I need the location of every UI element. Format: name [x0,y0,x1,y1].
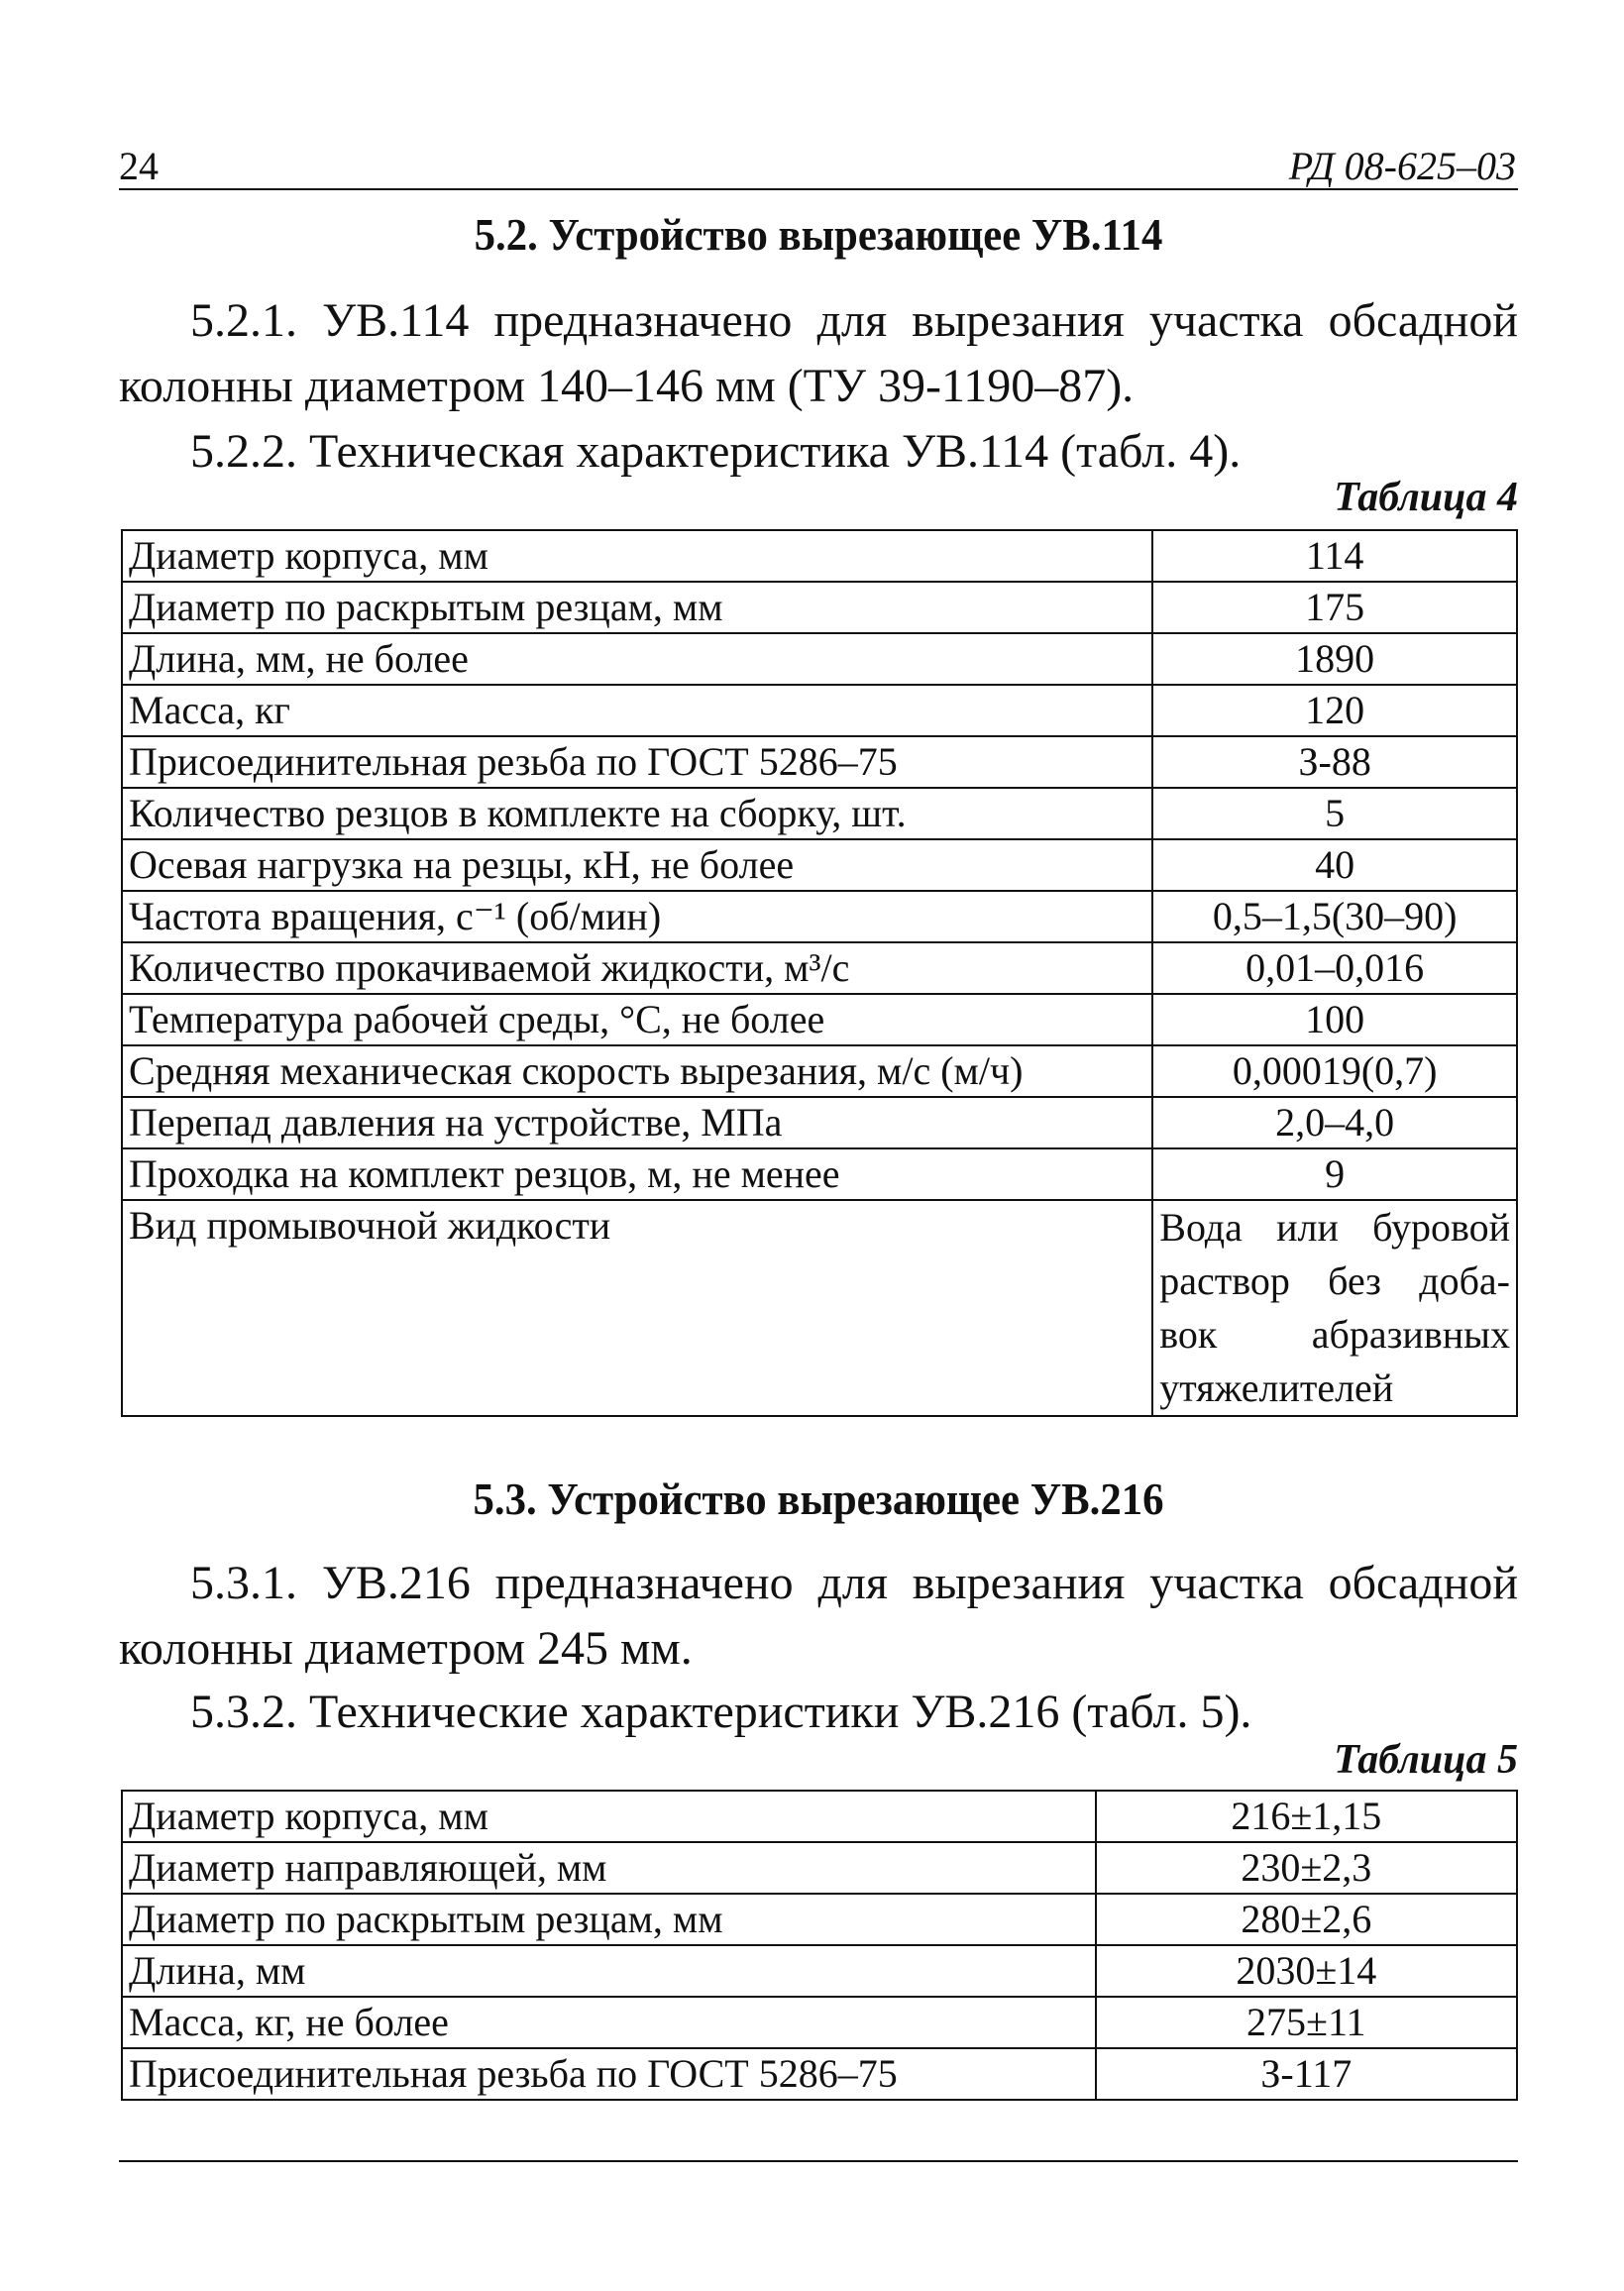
value-cell: 9 [1152,1148,1517,1200]
value-cell: 0,5–1,5(30–90) [1152,891,1517,942]
param-cell: Длина, мм, не более [122,633,1152,685]
param-cell: Проходка на комплект резцов, м, не менее [122,1148,1152,1200]
value-cell: 1890 [1152,633,1517,685]
paragraph-5-2-2: 5.2.2. Техническая характеристика УВ.114 (табл. 4). [190,425,1242,478]
value-cell: 40 [1152,839,1517,891]
value-cell: 0,01–0,016 [1152,942,1517,994]
value-cell-multiline [1152,1200,1517,1416]
page-number: 24 [119,144,159,188]
table-4-caption: Таблица 4 [1334,475,1518,520]
table-5-caption: Таблица 5 [1334,1737,1518,1783]
table-5-body [122,1791,1517,2100]
value-cell: 230±2,3 [1096,1842,1517,1894]
section-title-5-3: 5.3. Устройство вырезающее УВ.216 [473,1473,1164,1524]
value-cell: 114 [1152,530,1517,582]
table-row [122,685,1517,736]
table-4-body [122,530,1517,1416]
table-5 [121,1790,1518,2101]
param-cell: Диаметр по раскрытым резцам, мм [122,1894,1096,1945]
value-cell: 120 [1152,685,1517,736]
table-4 [121,529,1518,1417]
paragraph-5-3-2: 5.3.2. Технические характеристики УВ.216 (табл. 5). [190,1686,1252,1738]
param-cell: Осевая нагрузка на резцы, кН, не более [122,839,1152,891]
page-header [119,139,1518,190]
param-cell: Длина, мм [122,1945,1096,1997]
value-cell: 2030±14 [1096,1945,1517,1997]
param-cell: Присоединительная резьба по ГОСТ 5286–75 [122,2048,1096,2100]
value-cell: 2,0–4,0 [1152,1097,1517,1148]
param-cell: Количество резцов в комплекте на сборку, шт. [122,788,1152,839]
value-cell: З-117 [1096,2048,1517,2100]
param-cell: Масса, кг, не более [122,1997,1096,2048]
paragraph-5-2-1-line2: колонны диаметром 140–146 мм (ТУ 39-1190–87). [119,360,1135,412]
table-row [122,788,1517,839]
table-row [122,1200,1517,1416]
table-row [122,839,1517,891]
table-row [122,582,1517,633]
table-row [122,891,1517,942]
paragraph-5-3-1-line2: колонны диаметром 245 мм. [119,1622,693,1675]
param-cell: Присоединительная резьба по ГОСТ 5286–75 [122,736,1152,788]
value-cell: 280±2,6 [1096,1894,1517,1945]
value-cell: 216±1,15 [1096,1791,1517,1842]
value-cell: 175 [1152,582,1517,633]
value-cell: З-88 [1152,736,1517,788]
param-cell: Диаметр корпуса, мм [122,530,1152,582]
param-cell: Частота вращения, с⁻¹ (об/мин) [122,891,1152,942]
table-row [122,942,1517,994]
value-line: Вода или буровой [1159,1205,1510,1250]
table-row [122,1148,1517,1200]
param-cell: Количество прокачиваемой жидкости, м³/с [122,942,1152,994]
value-cell: 275±11 [1096,1997,1517,2048]
table-row [122,1045,1517,1097]
param-cell: Вид промывочной жидкости [122,1200,1152,1416]
bottom-rule [119,2160,1518,2162]
value-cell: 100 [1152,994,1517,1045]
param-cell: Масса, кг [122,685,1152,736]
value-line: утяжелителей [1159,1365,1394,1410]
table-row [122,994,1517,1045]
table-row [122,736,1517,788]
table-row [122,1894,1517,1945]
table-row [122,1945,1517,1997]
table-row [122,1997,1517,2048]
value-cell: 0,00019(0,7) [1152,1045,1517,1097]
table-row [122,633,1517,685]
param-cell: Диаметр по раскрытым резцам, мм [122,582,1152,633]
table-row [122,1791,1517,1842]
table-row [122,530,1517,582]
param-cell: Перепад давления на устройстве, МПа [122,1097,1152,1148]
table-row [122,2048,1517,2100]
document-code: РД 08-625–03 [1288,144,1516,188]
table-row [122,1097,1517,1148]
param-cell: Диаметр направляющей, мм [122,1842,1096,1894]
paragraph-5-3-1-line1: 5.3.1. УВ.216 предназначено для вырезания участка обсадной [190,1557,1518,1609]
param-cell: Температура рабочей среды, °С, не более [122,994,1152,1045]
value-line: вок абразивных [1159,1312,1510,1357]
section-title-5-2: 5.2. Устройство вырезающее УВ.114 [474,209,1163,260]
param-cell: Средняя механическая скорость вырезания, м/с (м/ч) [122,1045,1152,1097]
param-cell: Диаметр корпуса, мм [122,1791,1096,1842]
paragraph-5-2-1-line1: 5.2.1. УВ.114 предназначено для вырезания участка обсадной [190,294,1518,347]
table-row [122,1842,1517,1894]
value-line: раствор без доба- [1159,1258,1510,1303]
value-cell: 5 [1152,788,1517,839]
